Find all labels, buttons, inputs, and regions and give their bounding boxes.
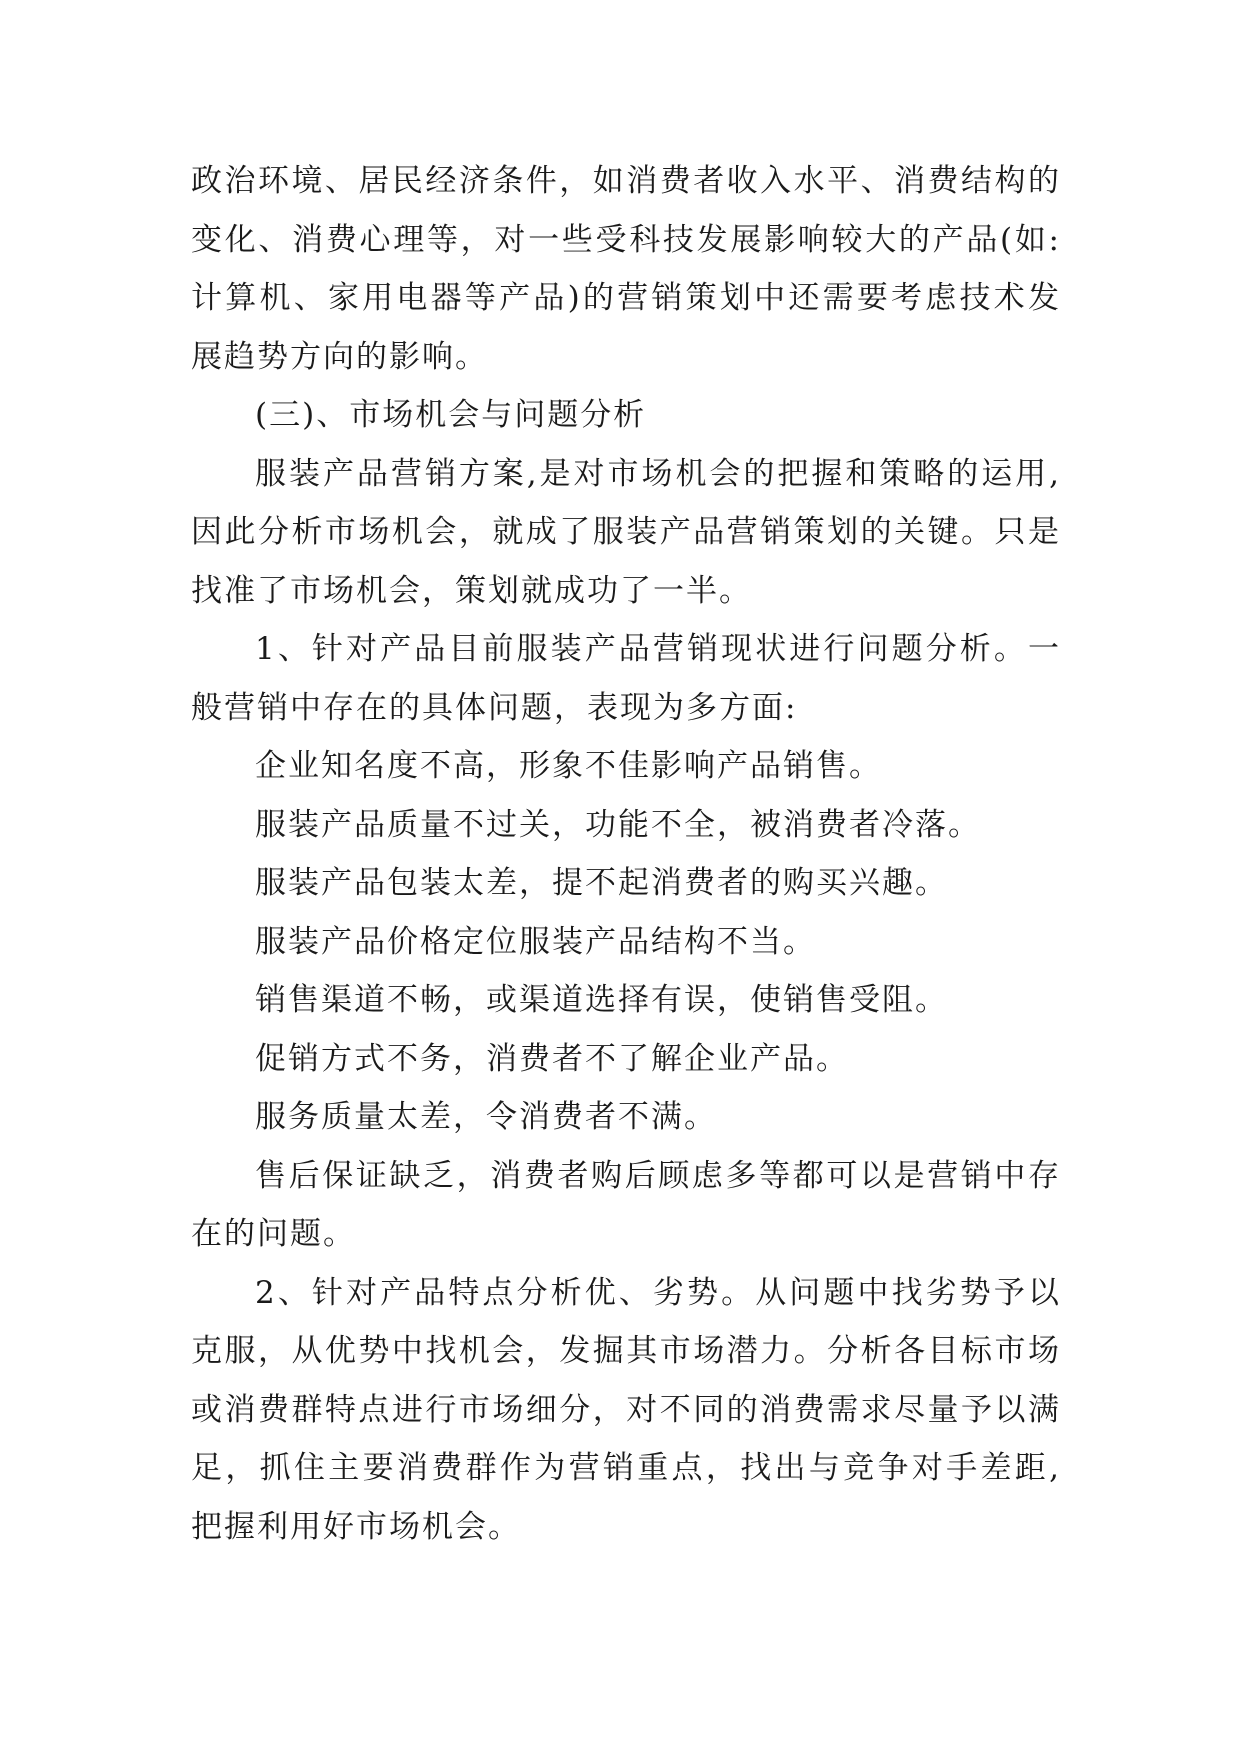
- text-line: 把握利用好市场机会。: [191, 1508, 521, 1545]
- text-line: 售后保证缺乏，消费者购后顾虑多等都可以是营销中存: [255, 1157, 1061, 1194]
- text-line: 2、针对产品特点分析优、劣势。从问题中找劣势予以: [255, 1274, 1061, 1311]
- text-line: (三)、市场机会与问题分析: [255, 397, 647, 433]
- text-line: 服装产品价格定位服装产品结构不当。: [255, 923, 816, 960]
- text-line: 促销方式不务，消费者不了解企业产品。: [255, 1040, 849, 1077]
- text-line: 销售渠道不畅，或渠道选择有误，使销售受阻。: [255, 982, 948, 1018]
- text-line: 般营销中存在的具体问题，表现为多方面:: [191, 689, 798, 726]
- text-line: 计算机、家用电器等产品)的营销策划中还需要考虑技术发: [191, 280, 1061, 316]
- text-line: 企业知名度不高，形象不佳影响产品销售。: [255, 748, 882, 784]
- text-line: 克服，从优势中找机会，发掘其市场潜力。分析各目标市场: [191, 1333, 1061, 1369]
- text-line: 服装产品包装太差，提不起消费者的购买兴趣。: [255, 865, 948, 901]
- text-line: 因此分析市场机会，就成了服装产品营销策划的关键。只是: [191, 514, 1061, 550]
- text-line: 服装产品营销方案,是对市场机会的把握和策略的运用,: [255, 455, 1061, 492]
- text-line: 在的问题。: [191, 1216, 356, 1252]
- text-line: 展趋势方向的影响。: [191, 338, 488, 375]
- text-line: 服装产品质量不过关，功能不全，被消费者冷落。: [255, 806, 981, 843]
- text-line: 足，抓住主要消费群作为营销重点，找出与竞争对手差距,: [191, 1450, 1061, 1486]
- text-line: 找准了市场机会，策划就成功了一半。: [191, 572, 752, 609]
- body-text: [191, 152, 1061, 1556]
- text-line: 变化、消费心理等，对一些受科技发展影响较大的产品(如:: [191, 221, 1061, 258]
- text-line: 服务质量太差，令消费者不满。: [255, 1099, 717, 1135]
- text-line: 政治环境、居民经济条件，如消费者收入水平、消费结构的: [191, 163, 1061, 199]
- text-line: 或消费群特点进行市场细分，对不同的消费需求尽量予以满: [191, 1391, 1061, 1428]
- text-line: 1、针对产品目前服装产品营销现状进行问题分析。一: [255, 631, 1061, 667]
